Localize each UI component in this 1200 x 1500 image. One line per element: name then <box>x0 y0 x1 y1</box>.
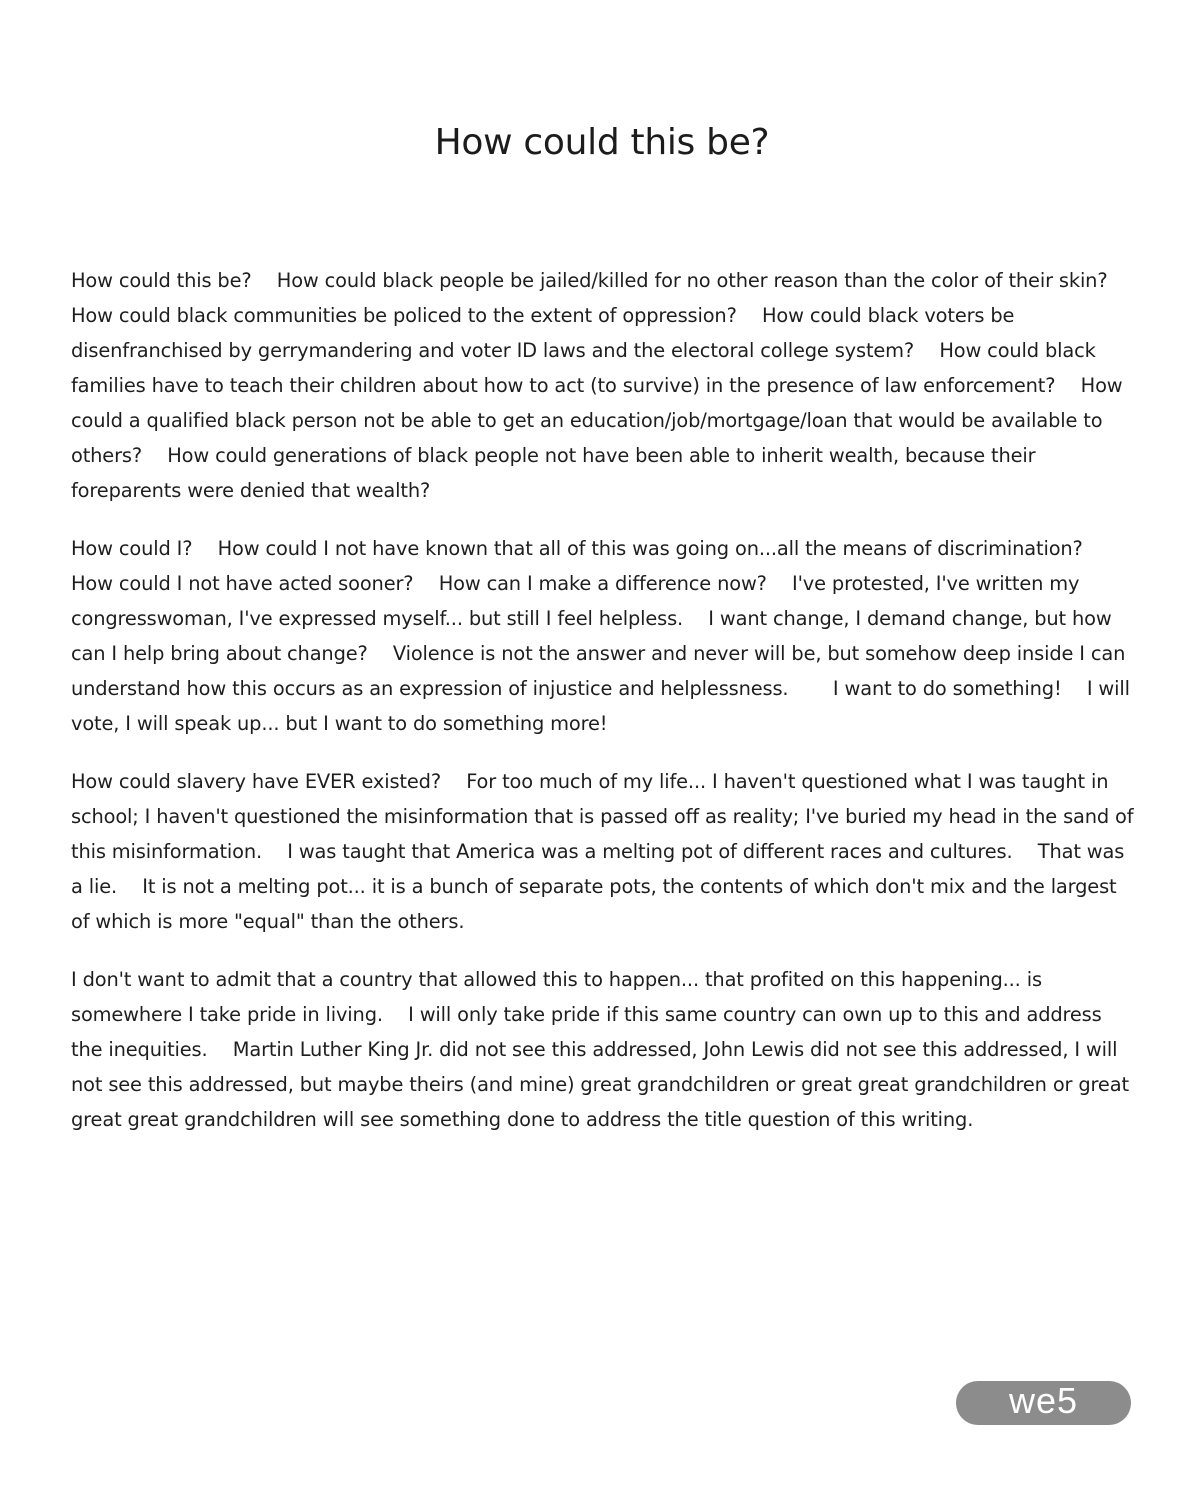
document-body <box>71 263 1135 1160</box>
paragraph-1: How could this be? How could black people be jailed/killed for no other reason than the color of their skin? How could black communities be policed to the extent of oppression? How could black voters be disenfranchised by gerrymandering and voter ID laws and the electoral college system? How could black families have to teach their children about how to act (to survive) in the presence of law enforcement? How could a qualified black person not be able to get an education/job/mortgage/loan that would be available to others? How could generations of black people not have been able to inherit wealth, because their foreparents were denied that wealth? <box>71 269 1127 502</box>
document-title: How could this be? <box>434 122 770 163</box>
paragraph-3: How could slavery have EVER existed? For too much of my life... I haven't questioned what I was taught in school; I haven't questioned the misinformation that is passed off as reality; I've buried my head in the sand of this misinformation. I was taught that America was a melting pot of different races and cultures. That was a lie. It is not a melting pot... it is a bunch of separate pots, the contents of which don't mix and the largest of which is more "equal" than the others. <box>71 770 1134 933</box>
paragraph-4: I don't want to admit that a country that allowed this to happen... that profited on this happening... is somewhere I take pride in living. I will only take pride if this same country can own up to this and address the inequities. Martin Luther King Jr. did not see this addressed, John Lewis did not see this addressed, I will not see this addressed, but maybe theirs (and mine) great grandchildren or great great grandchildren or great great great grandchildren will see something done to address the title question of this writing. <box>71 968 1129 1131</box>
paragraph-2: How could I? How could I not have known that all of this was going on...all the means of discrimination? How could I not have acted sooner? How can I make a difference now? I've protested, I've written my congresswoman, I've expressed myself... but still I feel helpless. I want change, I demand change, but how can I help bring about change? Violence is not the answer and never will be, but somehow deep inside I can understand how this occurs as an expression of injustice and helplessness. I want to do something! I will vote, I will speak up... but I want to do something more! <box>71 537 1130 735</box>
page-stamp-badge: we5 <box>956 1381 1131 1425</box>
